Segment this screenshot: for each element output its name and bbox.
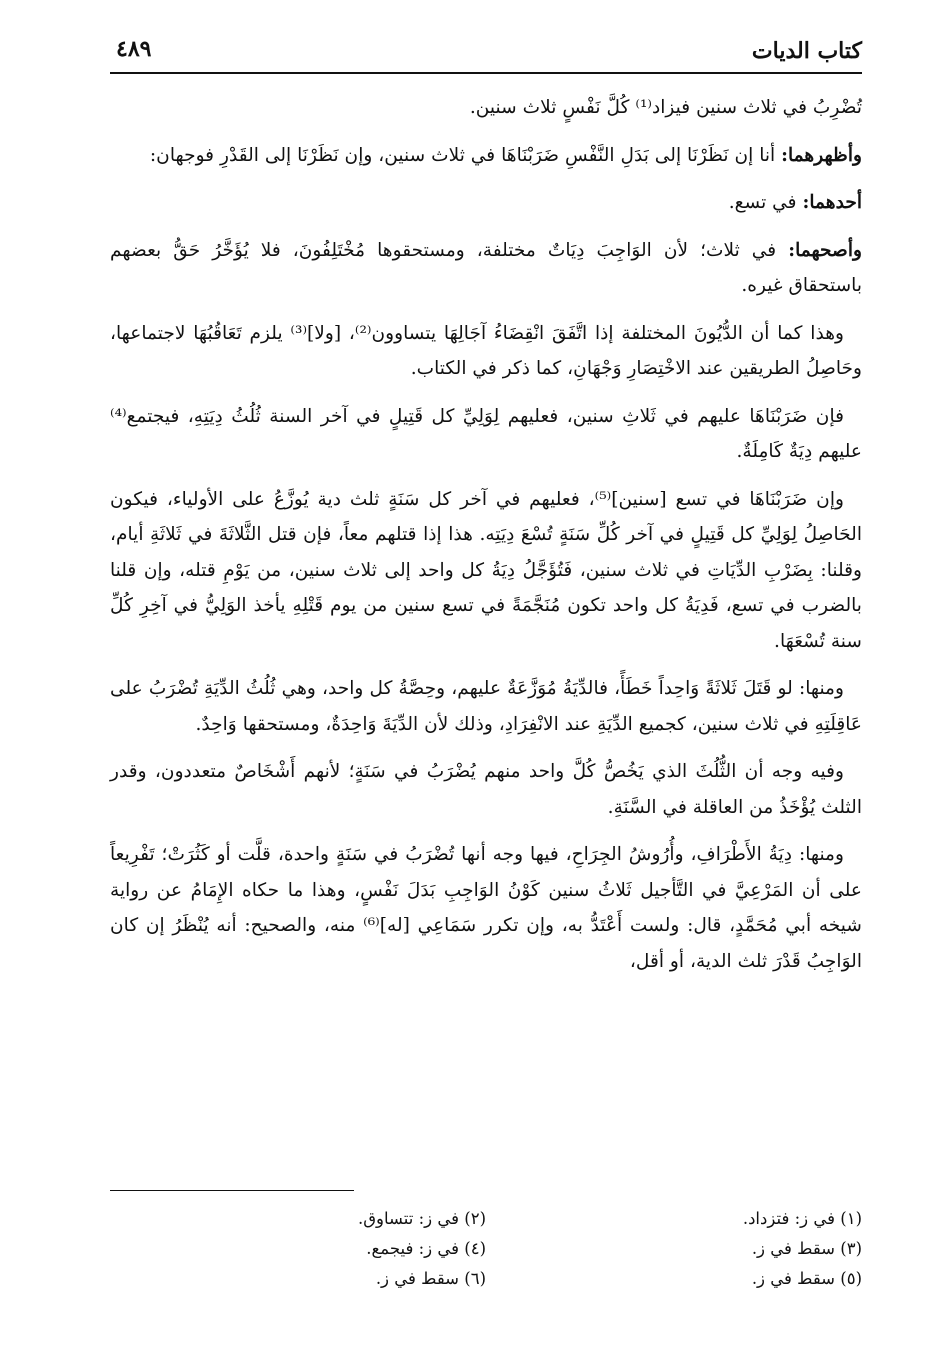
paragraph-lead: وأصحهما: [788, 239, 862, 261]
page [110, 28, 862, 1288]
footnote-row [110, 1204, 862, 1234]
paragraph: وهذا كما أن الدُّيُونَ المختلفة إذا اتَّفَقَ انْقِضَاءُ آجَالِهَا يتساوون⁽²⁾، [ولا]⁽³⁾ يلزم تَعَاقُبُهَا لاجتماعها، وحَاصِلُ الطريقين عند الاخْتِصَارِ وَجْهَانِ، كما ذكر في الكتاب. [110, 322, 862, 379]
paragraph: ومنها: دِيَةُ الأَطْرَافِ، وأُرُوشُ الجِرَاحِ، فيها وجه أنها تُضْرَبُ في سَنَةٍ واحدة، قلَّت أو كَثُرَتْ؛ تَفْرِيعاً على أن المَرْعِيَّ في التَّأجيل ثَلاثُ سنين كَوْنُ الوَاجِبِ بَدَلَ نَفْسٍ، وهذا ما حكاه الإِمَامُ عن رواية شيخه أبي مُحَمَّدٍ، قال: ولست أَعْتَدُّ به، وإن تكرر سَمَاعِي [له]⁽⁶⁾ منه، والصحيح: أنه يُنْظَرُ إن كان الوَاجِبُ قَدْرَ ثلث الدية، أو أقل، [110, 844, 862, 972]
paragraph: فإن ضَرَبْنَاهَا عليهم في ثَلاثِ سنين، فعليهم لِوَلِيِّ كل قَتِيلٍ في آخر السنة ثُلُثُ دِيَتِهِ، فيجتمع⁽⁴⁾ عليهم دِيَةٌ كَامِلَةٌ. [110, 405, 862, 462]
footnotes [110, 1204, 862, 1294]
header-rule [110, 72, 862, 74]
footnote-row [110, 1234, 862, 1264]
paragraph: وأصحهما: في ثلاث؛ لأن الوَاجِبَ دِيَاتٌ مختلفة، ومستحقوها مُخْتَلِفُونَ، فلا يُؤَخَّرُ حَقُّ بعضهم باستحقاق غيره. [110, 239, 862, 296]
footnote: (١) في ز: فتزداد. [742, 1209, 862, 1228]
paragraph: أحدهما: في تسع. [728, 192, 862, 213]
paragraph: وأظهرهما: أنا إن نَظَرْنَا إلى بَدَلِ النَّفْسِ ضَرَبْنَاهَا في ثلاث سنين، وإن نَظَرْنَا إلى القَدْرِ فوجهان: [149, 144, 862, 166]
footnote-rule [110, 1190, 354, 1191]
main-text [110, 90, 862, 991]
footnote: (٢) في ز: تتساوق. [358, 1209, 486, 1228]
paragraph: وإن ضَرَبْنَاهَا في تسع [سنين]⁽⁵⁾، فعليهم في آخر كل سَنَةٍ ثلث دية يُوزَّعُ على الأولياء، فيكون الحَاصِلُ لِوَلِيِّ كل قَتِيلٍ في آخر كُلِّ سَنَةٍ تُسْعَ دِيَتِه. هذا إذا قتلهم معاً، فإن قتل الثَّلاثَةَ في ثَلاثَةِ أيام، وقلنا: بِضَرْبِ الدِّيَاتِ في ثلاث سنين، فَتُؤَجَّلُ دِيَةُ كل واحد إلى ثلاث سنين، من يَوْمِ قتله، وإن قلنا بالضرب في تسع، فَدِيَةُ كل واحد تكون مُنَجَّمَةً في تسع سنين من يوم قَتْلِهِ يأخذ الوَلِيُّ في آخِرِ كُلِّ سنة تُسْعَهَا. [110, 488, 862, 652]
footnote: (٤) في ز: فيجمع. [366, 1239, 486, 1258]
paragraph-lead: أحدهما: [802, 192, 862, 213]
footnote: (٦) سقط في ز. [375, 1269, 486, 1288]
footnote-row [110, 1264, 862, 1294]
chapter-title: كتاب الديات [751, 38, 862, 64]
running-header [110, 28, 862, 72]
paragraph-lead: وأظهرهما: [781, 144, 862, 166]
paragraph: ومنها: لو قَتَلَ ثَلاثَةً وَاحِداً خَطَأً، فالدِّيَةُ مُوَزَّعَةٌ عليهم، وحِصَّةُ كل واحد، وهي ثُلُثُ الدِّيَةِ تُضْرَبُ على عَاقِلَتِهِ في ثلاث سنين، كجميع الدِّيَةِ عند الانْفِرَادِ، وذلك لأن الدِّيَةَ وَاحِدَةٌ، ومستحقها وَاحِدٌ. [110, 678, 862, 735]
paragraph: تُضْرِبُ في ثلاث سنين فيزاد⁽¹⁾ كُلَّ نَفْسٍ ثلاث سنين. [469, 97, 862, 118]
paragraph: وفيه وجه أن الثُّلُثَ الذي يَخُصُّ كُلَّ واحد منهم يُضْرَبُ في سَنَةٍ؛ لأنهم أَشْخَاصٌ متعددون، وقدر الثلث يُؤْخَذُ من العاقلة في السَّنَةِ. [110, 761, 862, 818]
footnote: (٣) سقط في ز. [751, 1239, 862, 1258]
page-number: ٤٨٩ [116, 36, 152, 62]
footnote: (٥) سقط في ز. [751, 1269, 862, 1288]
